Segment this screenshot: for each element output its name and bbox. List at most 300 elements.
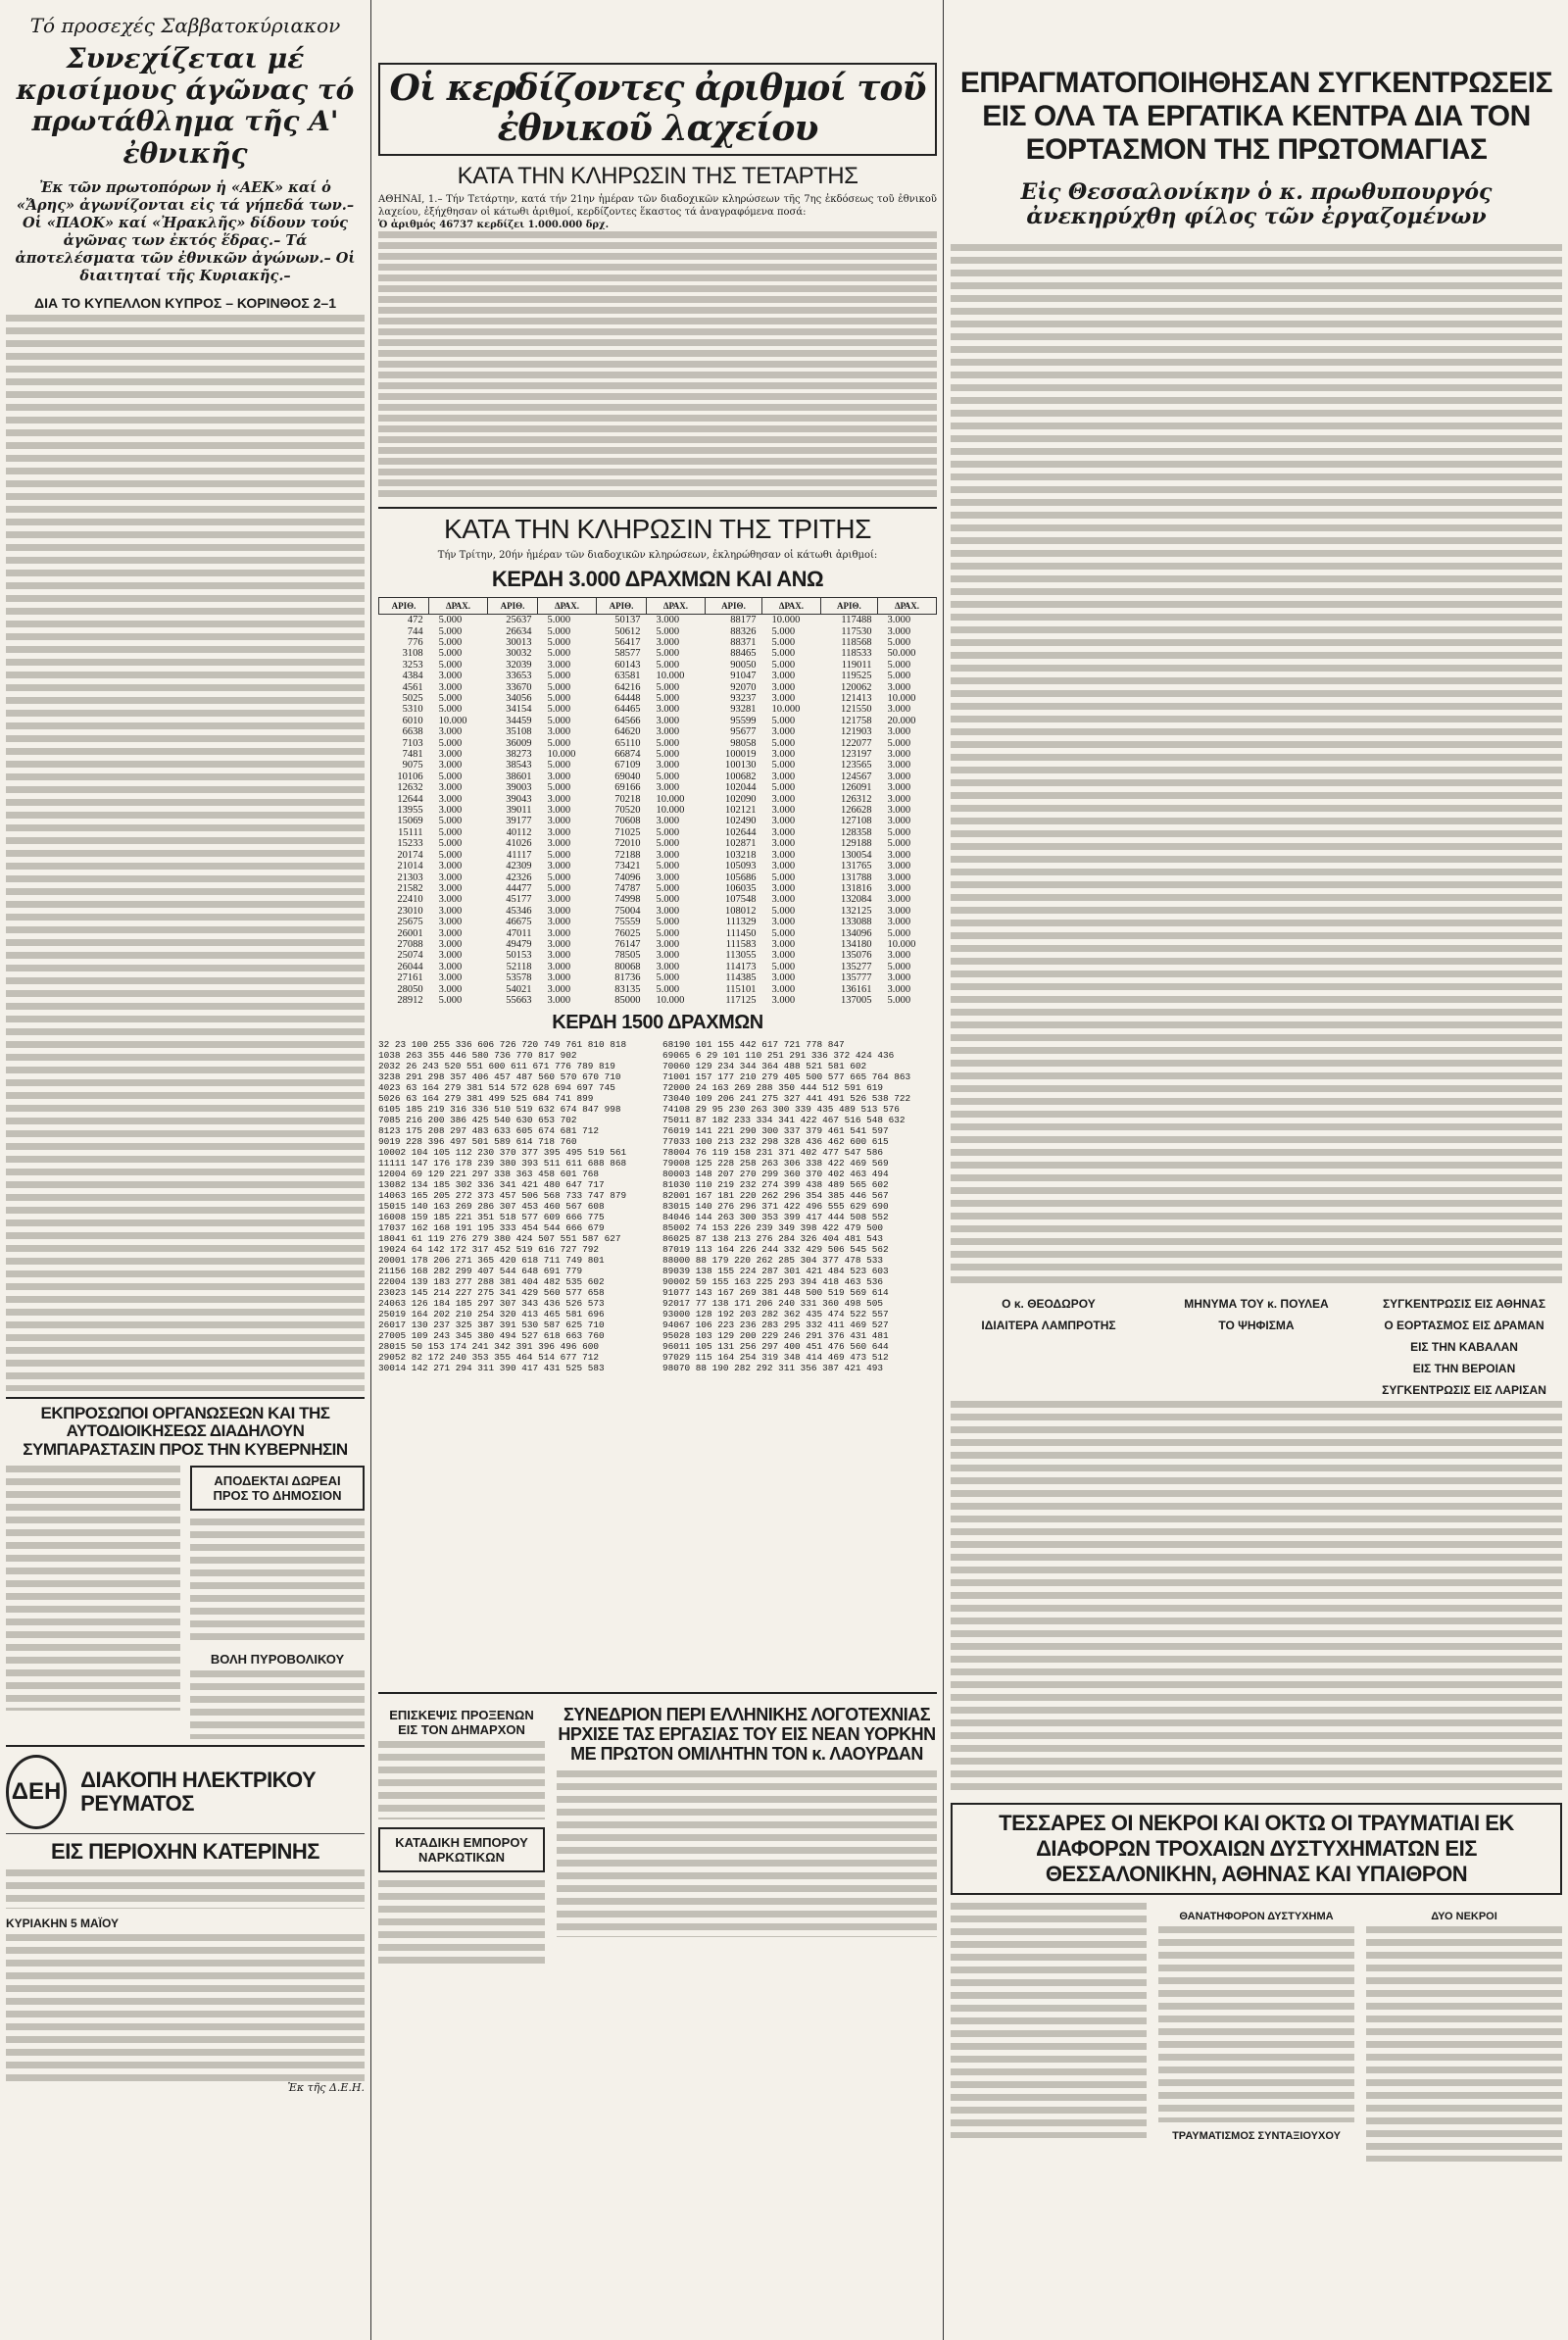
cup-subhead: ΔΙΑ ΤΟ ΚΥΠΕΛΛΟΝ ΚΥΠΡΟΣ – ΚΟΡΙΝΘΟΣ 2–1 <box>34 294 336 311</box>
table-cell: 39011 <box>506 805 532 817</box>
table-cell: 5.000 <box>771 737 796 749</box>
table-cell: 5.000 <box>547 782 571 794</box>
table-cell: 5.000 <box>656 972 680 984</box>
table-cell: 5.000 <box>656 749 680 761</box>
table-cell: 42326 <box>506 871 532 883</box>
table-cell: 28050 <box>397 983 423 995</box>
literature-congress-body <box>557 1770 937 1937</box>
table-cell: 3.000 <box>656 615 680 626</box>
table-header-cell: ΔΡΑΧ. <box>538 598 597 615</box>
table-cell: 3.000 <box>438 749 463 761</box>
table-cell: 3.000 <box>547 838 571 850</box>
table-cell: 3.000 <box>656 704 680 716</box>
table-cell: 38273 <box>506 749 532 761</box>
table-cell: 90050 <box>730 659 757 671</box>
table-row <box>379 995 937 1006</box>
table-cell: 136161 <box>840 983 872 995</box>
table-cell: 117530 <box>841 625 872 637</box>
tuesday-draw-intro: Τήν Τρίτην, 20ήν ἡμέραν τῶν διαδοχικῶν κληρώσεων, ἐκληρώθησαν οἱ κάτωθι ἀριθμοί: <box>437 549 878 561</box>
table-cell: 3.000 <box>887 950 911 962</box>
drama-celebration-subhead: Ο ΕΟΡΤΑΣΜΟΣ ΕΙΣ ΔΡΑΜΑΝ <box>1384 1318 1544 1332</box>
table-cell: 5.000 <box>656 648 680 660</box>
center-column <box>378 0 937 1968</box>
right-column <box>951 0 1562 2162</box>
table-cell: 129188 <box>840 838 872 850</box>
table-cell: 3.000 <box>887 805 911 817</box>
table-cell: 5.000 <box>771 760 796 772</box>
table-cell: 27088 <box>397 938 423 950</box>
table-cell: 4561 <box>402 681 423 693</box>
theodorou-subhead: Ο κ. ΘΕΟΔΩΡΟΥ <box>1002 1296 1096 1311</box>
table-cell: 3.000 <box>656 715 680 726</box>
table-cell: 5.000 <box>771 905 796 917</box>
table-cell: 5.000 <box>887 737 911 749</box>
table-cell: 5310 <box>402 704 423 716</box>
table-cell: 10.000 <box>656 671 685 682</box>
table-row <box>379 816 937 826</box>
table-row <box>379 838 937 849</box>
table-cell: 130054 <box>840 849 872 861</box>
table-cell: 88465 <box>730 648 757 660</box>
table-cell: 5.000 <box>438 849 463 861</box>
table-cell: 10.000 <box>656 994 685 1006</box>
column-divider <box>943 0 944 2340</box>
table-row <box>379 928 937 939</box>
table-header-cell: ΔΡΑΧ. <box>877 598 936 615</box>
table-cell: 75004 <box>614 905 641 917</box>
table-cell: 49479 <box>506 938 532 950</box>
table-cell: 32039 <box>506 659 532 671</box>
table-cell: 33670 <box>506 681 532 693</box>
table-cell: 127108 <box>840 816 872 827</box>
table-cell: 5.000 <box>771 659 796 671</box>
power-outage-title: ΔΙΑΚΟΠΗ ΗΛΕΚΤΡΙΚΟΥ ΡΕΥΜΑΤΟΣ <box>80 1767 317 1816</box>
table-cell: 106035 <box>724 882 757 894</box>
table-cell: 3.000 <box>771 838 796 850</box>
table-cell: 3.000 <box>438 681 463 693</box>
table-cell: 5.000 <box>656 659 680 671</box>
table-cell: 5.000 <box>656 917 680 928</box>
table-cell: 10.000 <box>656 805 685 817</box>
table-cell: 100019 <box>724 749 757 761</box>
table-cell: 3.000 <box>547 950 571 962</box>
table-cell: 3.000 <box>887 749 911 761</box>
table-cell: 3.000 <box>656 782 680 794</box>
table-cell: 111450 <box>725 927 757 939</box>
table-cell: 3.000 <box>771 681 796 693</box>
table-cell: 3.000 <box>771 726 796 738</box>
table-cell: 5.000 <box>656 894 680 906</box>
table-cell: 5.000 <box>438 625 463 637</box>
table-cell: 3.000 <box>887 704 911 716</box>
wednesday-draw-intro: ΑΘΗΝΑΙ, 1.– Τήν Τετάρτην, κατά τήν 21ην ἡμέραν τῶν διαδοχικῶν κληρώσεων τῆς 7ης ἐκδόσεως τοῦ ἐθνικοῦ λαχείου, ἐξήχθησαν οἱ κάτωθι ἀριθμοί, κερδίζοντες ἕκαστος τά ἀναγραφόμενα ποσά: <box>378 194 937 219</box>
table-cell: 52118 <box>506 961 532 972</box>
sports-deck: Ἐκ τῶν πρωτοπόρων ἡ «ΑΕΚ» καί ὁ «Ἄρης» ἀγωνίζονται εἰς τά γήπεδά των.–Οἱ «ΠΑΟΚ» καί «Ἠρακλῆς» δίδουν τούς ἀγῶνας των ἐκτός ἕδρας.– Τά ἀποτελέσματα τῶν ἐθνικῶν ἀγώνων.– Οἱ διαιτηταί τῆς Κυριακῆς.– <box>15 178 356 284</box>
table-cell: 3.000 <box>771 805 796 817</box>
table-row <box>379 917 937 927</box>
table-header-cell: ΑΡΙΘ. <box>705 598 761 615</box>
table-cell: 131765 <box>840 861 872 872</box>
table-row <box>379 738 937 749</box>
table-row <box>379 726 937 737</box>
sports-kicker: Τό προσεχές Σαββατοκύριακον <box>29 14 341 37</box>
table-cell: 102044 <box>724 782 757 794</box>
table-cell: 3.000 <box>438 917 463 928</box>
table-cell: 126091 <box>840 782 872 794</box>
table-cell: 128358 <box>840 826 872 838</box>
table-cell: 5.000 <box>771 648 796 660</box>
table-cell: 10.000 <box>771 615 801 626</box>
table-cell: 3.000 <box>771 671 796 682</box>
table-cell: 107548 <box>724 894 757 906</box>
table-cell: 5.000 <box>656 693 680 704</box>
table-cell: 3.000 <box>771 983 796 995</box>
table-cell: 53578 <box>506 972 532 984</box>
table-cell: 41117 <box>507 849 532 861</box>
table-cell: 121550 <box>840 704 872 716</box>
table-cell: 5.000 <box>547 615 571 626</box>
table-cell: 118533 <box>841 648 872 660</box>
table-row <box>379 749 937 760</box>
pensioner-injury-subhead: ΤΡΑΥΜΑΤΙΣΜΟΣ ΣΥΝΤΑΞΙΟΥΧΟΥ <box>1172 2129 1341 2142</box>
table-cell: 93281 <box>730 704 757 716</box>
table-cell: 3.000 <box>771 972 796 984</box>
table-cell: 80068 <box>614 961 641 972</box>
mayday-deck: Εἰς Θεσσαλονίκην ὁ κ. πρωθυπουργός ἀνεκηρύχθη φίλος τῶν ἐργαζομένων <box>1020 179 1493 230</box>
table-cell: 33653 <box>506 671 532 682</box>
table-cell: 3.000 <box>887 905 911 917</box>
table-cell: 69166 <box>614 782 641 794</box>
table-cell: 5.000 <box>771 927 796 939</box>
table-cell: 34459 <box>506 715 532 726</box>
table-cell: 3.000 <box>438 950 463 962</box>
table-cell: 5.000 <box>438 994 463 1006</box>
mayday-article-body <box>951 244 1562 1283</box>
table-cell: 95677 <box>730 726 757 738</box>
table-cell: 131816 <box>840 882 872 894</box>
donations-body <box>190 1519 365 1644</box>
table-cell: 50153 <box>506 950 532 962</box>
table-cell: 3.000 <box>771 826 796 838</box>
table-cell: 5.000 <box>656 625 680 637</box>
gov-support-headline: ΕΚΠΡΟΣΩΠΟΙ ΟΡΓΑΝΩΣΕΩΝ ΚΑΙ ΤΗΣ ΑΥΤΟΔΙΟΙΚΗΣΕΩΣ ΔΙΑΔΗΛΟΥΝ ΣΥΜΠΑΡΑΣΤΑΣΙΝ ΠΡΟΣ ΤΗΝ ΚΥΒΕΡΝΗΣΙΝ <box>23 1403 348 1460</box>
table-cell: 5.000 <box>438 693 463 704</box>
table-cell: 70218 <box>614 793 641 805</box>
table-cell: 3.000 <box>547 793 571 805</box>
larisa-subhead: ΣΥΓΚΕΝΤΡΩΣΙΣ ΕΙΣ ΛΑΡΙΣΑΝ <box>1382 1382 1546 1397</box>
table-cell: 76147 <box>614 938 641 950</box>
table-cell: 38601 <box>506 771 532 782</box>
table-row <box>379 704 937 715</box>
table-cell: 88371 <box>730 636 757 648</box>
table-cell: 117125 <box>725 994 757 1006</box>
table-row <box>379 772 937 782</box>
table-cell: 26001 <box>397 927 423 939</box>
table-cell: 3.000 <box>771 861 796 872</box>
table-cell: 135277 <box>840 961 872 972</box>
wednesday-draw-heading: ΚΑΤΑ ΤΗΝ ΚΛΗΡΩΣΙΝ ΤΗΣ ΤΕΤΑΡΤΗΣ <box>457 162 858 189</box>
table-cell: 78505 <box>614 950 641 962</box>
table-row <box>379 648 937 659</box>
table-cell: 41026 <box>506 838 532 850</box>
table-cell: 64620 <box>614 726 641 738</box>
table-cell: 111329 <box>725 917 757 928</box>
table-cell: 5.000 <box>438 737 463 749</box>
table-cell: 95599 <box>730 715 757 726</box>
accidents-body-3 <box>1366 1926 1562 2162</box>
table-cell: 3.000 <box>771 771 796 782</box>
table-cell: 9075 <box>402 760 423 772</box>
table-cell: 3.000 <box>547 972 571 984</box>
table-cell: 113055 <box>725 950 757 962</box>
table-cell: 3.000 <box>771 894 796 906</box>
table-cell: 114173 <box>725 961 757 972</box>
table-cell: 121413 <box>840 693 872 704</box>
resolution-subhead: ΤΟ ΨΗΦΙΣΜΑ <box>1218 1318 1295 1332</box>
table-cell: 3.000 <box>656 636 680 648</box>
table-header-cell: ΔΡΑΧ. <box>429 598 488 615</box>
table-cell: 34056 <box>506 693 532 704</box>
table-cell: 3.000 <box>771 816 796 827</box>
table-cell: 30013 <box>506 636 532 648</box>
table-cell: 121903 <box>840 726 872 738</box>
table-cell: 3.000 <box>547 659 571 671</box>
table-row <box>379 716 937 726</box>
table-cell: 134096 <box>840 927 872 939</box>
table-cell: 60143 <box>614 659 641 671</box>
table-cell: 3.000 <box>547 805 571 817</box>
table-cell: 3.000 <box>771 693 796 704</box>
table-cell: 124567 <box>840 771 872 782</box>
table-cell: 10.000 <box>771 704 801 716</box>
table-cell: 3.000 <box>887 681 911 693</box>
table-cell: 3.000 <box>656 760 680 772</box>
table-cell: 5.000 <box>887 826 911 838</box>
table-cell: 15069 <box>397 816 423 827</box>
table-cell: 3.000 <box>547 983 571 995</box>
table-cell: 3.000 <box>547 894 571 906</box>
table-cell: 472 <box>407 615 423 626</box>
table-header-cell: ΔΡΑΧ. <box>761 598 820 615</box>
table-cell: 3.000 <box>771 917 796 928</box>
table-cell: 88177 <box>730 615 757 626</box>
drug-dealer-headline: ΚΑΤΑΔΙΚΗ ΕΜΠΟΡΟΥ ΝΑΡΚΩΤΙΚΩΝ <box>395 1835 528 1866</box>
dei-logo: ΔΕΗ <box>6 1755 67 1829</box>
table-cell: 66874 <box>614 749 641 761</box>
table-cell: 5.000 <box>887 636 911 648</box>
table-cell: 5.000 <box>656 983 680 995</box>
table-row <box>379 883 937 894</box>
table-cell: 3.000 <box>547 726 571 738</box>
table-cell: 134180 <box>840 938 872 950</box>
table-row <box>379 984 937 995</box>
table-cell: 50.000 <box>887 648 916 660</box>
table-cell: 50137 <box>614 615 641 626</box>
table-cell: 3108 <box>402 648 423 660</box>
table-cell: 5.000 <box>656 882 680 894</box>
table-cell: 5.000 <box>547 882 571 894</box>
table-cell: 3.000 <box>887 760 911 772</box>
table-cell: 120062 <box>840 681 872 693</box>
table-cell: 3.000 <box>547 771 571 782</box>
table-cell: 5.000 <box>547 715 571 726</box>
small-prizes-title: ΚΕΡΔΗ 1500 ΔΡΑΧΜΩΝ <box>552 1012 763 1034</box>
table-cell: 3.000 <box>438 861 463 872</box>
table-cell: 3.000 <box>547 861 571 872</box>
table-cell: 7481 <box>402 749 423 761</box>
lamprotis-subhead: ΙΔΙΑΙΤΕΡΑ ΛΑΜΠΡΟΤΗΣ <box>981 1318 1116 1332</box>
table-cell: 3.000 <box>656 849 680 861</box>
table-cell: 5.000 <box>771 715 796 726</box>
table-row <box>379 972 937 983</box>
artillery-headline: ΒΟΛΗ ΠΥΡΟΒΟΛΙΚΟΥ <box>210 1651 345 1667</box>
table-cell: 5.000 <box>656 737 680 749</box>
table-cell: 21014 <box>397 861 423 872</box>
table-cell: 3.000 <box>438 782 463 794</box>
table-cell: 5.000 <box>771 871 796 883</box>
table-cell: 103218 <box>724 849 757 861</box>
table-row <box>379 906 937 917</box>
table-cell: 3.000 <box>771 938 796 950</box>
table-cell: 10.000 <box>438 715 467 726</box>
table-cell: 102644 <box>724 826 757 838</box>
table-cell: 3.000 <box>656 905 680 917</box>
table-cell: 55663 <box>506 994 532 1006</box>
table-cell: 76025 <box>614 927 641 939</box>
lottery-headline: Οἱ κερδίζοντες ἀριθμοί τοῦ ἐθνικοῦ λαχείου <box>389 68 926 150</box>
table-cell: 3.000 <box>438 805 463 817</box>
table-header-cell: ΑΡΙΘ. <box>379 598 429 615</box>
table-cell: 20174 <box>397 849 423 861</box>
table-cell: 102090 <box>724 793 757 805</box>
table-cell: 5.000 <box>771 625 796 637</box>
table-cell: 44477 <box>506 882 532 894</box>
table-cell: 114385 <box>725 972 757 984</box>
table-cell: 3.000 <box>771 950 796 962</box>
table-cell: 45346 <box>506 905 532 917</box>
table-cell: 5.000 <box>887 671 911 682</box>
athens-rally-subhead: ΣΥΓΚΕΝΤΡΩΣΙΣ ΕΙΣ ΑΘΗΝΑΣ <box>1382 1296 1546 1311</box>
table-cell: 102490 <box>724 816 757 827</box>
table-cell: 39043 <box>506 793 532 805</box>
table-cell: 5.000 <box>887 961 911 972</box>
power-outage-intro <box>6 1869 365 1909</box>
accidents-body-1 <box>951 1903 1147 2138</box>
table-cell: 118568 <box>841 636 872 648</box>
table-cell: 3.000 <box>887 726 911 738</box>
table-cell: 5.000 <box>438 648 463 660</box>
table-cell: 26634 <box>506 625 532 637</box>
tuesday-draw-heading: ΚΑΤΑ ΤΗΝ ΚΛΗΡΩΣΙΝ ΤΗΣ ΤΡΙΤΗΣ <box>444 514 871 545</box>
table-row <box>379 827 937 838</box>
table-cell: 6638 <box>402 726 423 738</box>
table-cell: 75559 <box>614 917 641 928</box>
table-cell: 3.000 <box>438 760 463 772</box>
table-cell: 46675 <box>506 917 532 928</box>
table-cell: 3.000 <box>887 917 911 928</box>
table-cell: 12632 <box>397 782 423 794</box>
table-cell: 85000 <box>614 994 641 1006</box>
table-cell: 100682 <box>724 771 757 782</box>
power-outage-body <box>6 1934 365 2081</box>
table-cell: 3.000 <box>656 938 680 950</box>
table-cell: 10106 <box>397 771 423 782</box>
table-cell: 23010 <box>397 905 423 917</box>
table-cell: 3.000 <box>547 917 571 928</box>
table-row <box>379 682 937 693</box>
table-row <box>379 872 937 883</box>
table-cell: 5.000 <box>547 636 571 648</box>
table-cell: 133088 <box>840 917 872 928</box>
table-cell: 776 <box>407 636 423 648</box>
table-cell: 3.000 <box>887 861 911 872</box>
table-cell: 3.000 <box>547 816 571 827</box>
small-prizes-left: 32 23 100 255 336 606 726 720 749 761 810 818 1038 263 355 446 580 736 770 817 902 2032 26 243 520 551 600 611 671 776 789 819 3238 291 298 357 406 457 487 560 570 670 710 4023 63 164 279 381 514 572 628 694 697 745 5026 63 164 279 381 499 525 684 741 899 6105 185 219 316 336 510 519 632 674 847 998 7085 216 200 386 425 540 630 653 702 8123 175 208 297 483 633 605 674 681 712 9019 228 396 497 501 589 614 718 760 10002 104 105 112 230 370 377 395 495 519 561 11111 147 176 178 239 380 393 511 611 688 868 12004 69 129 221 297 338 363 458 601 768 13082 134 185 302 336 341 421 480 647 717 14063 165 205 272 373 457 506 568 733 747 879 15015 140 163 269 286 307 453 460 567 608 16008 159 185 221 351 518 577 609 666 775 17037 162 168 191 195 333 454 544 666 679 18041 61 119 276 279 380 424 507 551 587 627 19024 64 142 172 317 452 519 616 727 792 20001 178 206 271 365 420 618 711 749 801 21156 168 282 299 407 544 648 691 779 22004 139 183 277 288 381 404 482 535 602 23023 145 214 227 275 341 429 560 577 658 24063 126 184 185 297 307 343 436 526 573 25019 164 202 210 254 320 413 465 581 696 26017 130 237 325 387 391 530 587 625 710 27005 109 243 345 380 494 527 618 663 760 28015 50 153 174 241 342 391 396 496 600 29052 82 172 240 353 355 464 514 677 712 30014 142 271 294 311 390 417 431 525 583 <box>378 1039 627 1374</box>
big-prizes-table <box>378 597 937 1006</box>
table-cell: 3.000 <box>438 961 463 972</box>
table-cell: 38543 <box>506 760 532 772</box>
table-cell: 5.000 <box>438 615 463 626</box>
table-cell: 70520 <box>614 805 641 817</box>
table-cell: 3253 <box>402 659 423 671</box>
table-cell: 126628 <box>840 805 872 817</box>
table-cell: 117488 <box>841 615 872 626</box>
table-row <box>379 637 937 648</box>
poulea-message-subhead: ΜΗΝΥΜΑ ΤΟΥ κ. ΠΟΥΛΕΑ <box>1184 1296 1329 1311</box>
table-cell: 126312 <box>840 793 872 805</box>
consuls-visit-headline: ΕΠΙΣΚΕΨΙΣ ΠΡΟΞΕΝΩΝ ΕΙΣ ΤΟΝ ΔΗΜΑΡΧΟΝ <box>389 1708 534 1738</box>
table-cell: 3.000 <box>656 871 680 883</box>
table-cell: 5.000 <box>438 816 463 827</box>
table-cell: 5.000 <box>438 659 463 671</box>
table-cell: 131788 <box>840 871 872 883</box>
table-cell: 64216 <box>614 681 641 693</box>
table-cell: 72010 <box>614 838 641 850</box>
table-cell: 135777 <box>840 972 872 984</box>
fatal-accident-subhead: ΘΑΝΑΤΗΦΟΡΟΝ ΔΥΣΤΥΧΗΜΑ <box>1179 1910 1334 1922</box>
table-cell: 5.000 <box>656 826 680 838</box>
mayday-headline: ΕΠΡΑΓΜΑΤΟΠΟΙΗΘΗΣΑΝ ΣΥΓΚΕΝΤΡΩΣΕΙΣ ΕΙΣ ΟΛΑ ΤΑ ΕΡΓΑΤΙΚΑ ΚΕΝΤΡΑ ΔΙΑ ΤΟΝ ΕΟΡΤΑΣΜΟΝ ΤΗΣ ΠΡΩΤΟΜΑΓΙΑΣ <box>959 67 1553 166</box>
table-cell: 5.000 <box>887 838 911 850</box>
table-cell: 69040 <box>614 771 641 782</box>
table-cell: 121758 <box>840 715 872 726</box>
table-row <box>379 660 937 671</box>
table-row <box>379 939 937 950</box>
table-cell: 3.000 <box>547 826 571 838</box>
table-cell: 35108 <box>506 726 532 738</box>
table-cell: 47011 <box>506 927 532 939</box>
table-cell: 15111 <box>398 826 423 838</box>
table-cell: 42309 <box>506 861 532 872</box>
table-cell: 3.000 <box>656 726 680 738</box>
table-cell: 5.000 <box>771 782 796 794</box>
table-cell: 3.000 <box>887 882 911 894</box>
table-cell: 64448 <box>614 693 641 704</box>
power-outage-area: ΕΙΣ ΠΕΡΙΟΧΗΝ ΚΑΤΕΡΙΝΗΣ <box>51 1838 319 1864</box>
table-cell: 92070 <box>730 681 757 693</box>
big-prizes-title: ΚΕΡΔΗ 3.000 ΔΡΑΧΜΩΝ ΚΑΙ ΑΝΩ <box>491 566 824 591</box>
table-row <box>379 671 937 681</box>
table-header-cell: ΑΡΙΘ. <box>487 598 537 615</box>
table-cell: 6010 <box>402 715 423 726</box>
table-cell: 3.000 <box>887 849 911 861</box>
table-cell: 5.000 <box>438 826 463 838</box>
table-cell: 3.000 <box>438 938 463 950</box>
table-cell: 27161 <box>397 972 423 984</box>
table-cell: 5.000 <box>771 636 796 648</box>
table-cell: 123197 <box>840 749 872 761</box>
table-cell: 98058 <box>730 737 757 749</box>
